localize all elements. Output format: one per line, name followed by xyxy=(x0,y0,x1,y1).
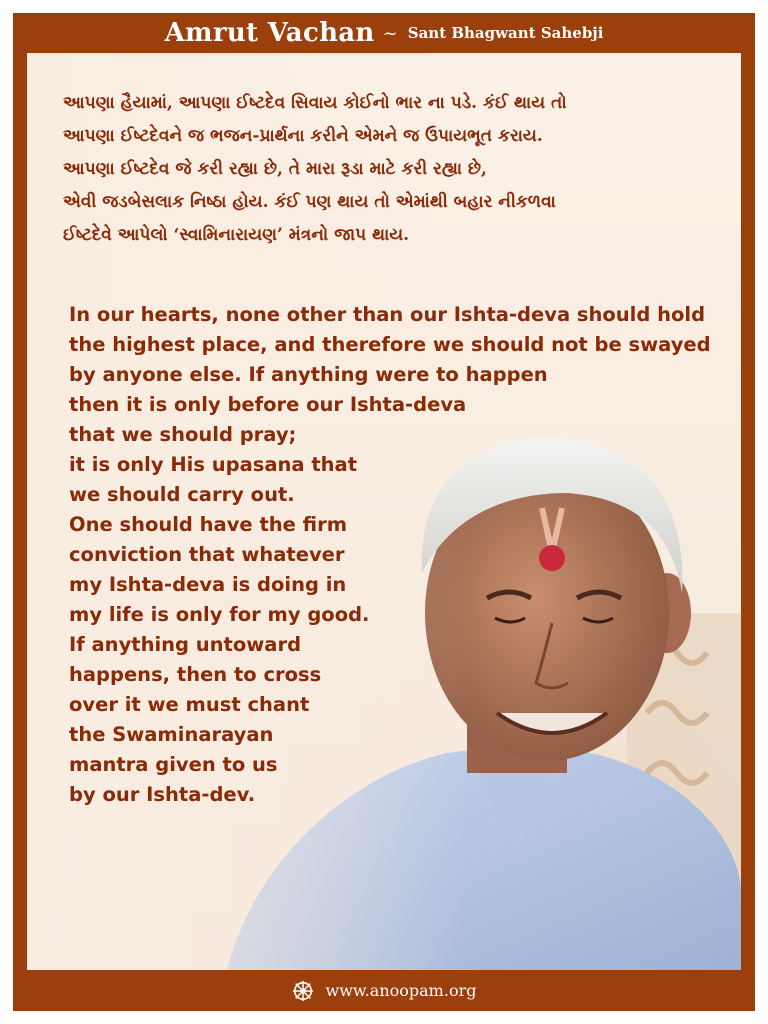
gujarati-quote xyxy=(63,87,723,252)
english-line: by our Ishta-dev. xyxy=(69,783,256,806)
english-line: by anyone else. If anything were to happen xyxy=(69,363,548,386)
english-line: One should have the firm xyxy=(69,513,348,536)
website-link[interactable]: www.anoopam.org xyxy=(325,981,477,1000)
english-line: If anything untoward xyxy=(69,633,302,656)
gujarati-line: આપણા હૈયામાં, આપણા ઈષ્ટદેવ સિવાય કોઈનો ભાર ના પડે. કંઈ થાય તો xyxy=(63,93,567,113)
english-quote xyxy=(69,300,711,810)
english-line: mantra given to us xyxy=(69,753,278,776)
gujarati-line: આપણા ઈષ્ટદેવને જ ભજન-પ્રાર્થના કરીને એમને જ ઉપાયભૂત કરાય. xyxy=(63,126,543,146)
english-line: then it is only before our Ishta-deva xyxy=(69,393,467,416)
english-line: conviction that whatever xyxy=(69,543,345,566)
english-line: my Ishta-deva is doing in xyxy=(69,573,347,596)
gujarati-line: આપણા ઈષ્ટદેવ જે કરી રહ્યા છે, તે મારા રૂડા માટે કરી રહ્યા છે, xyxy=(63,159,487,179)
content-panel xyxy=(27,53,741,970)
poster-frame xyxy=(13,13,755,1011)
english-line: In our hearts, none other than our Ishta-deva should hold xyxy=(69,303,706,326)
poster-subtitle: Sant Bhagwant Sahebji xyxy=(407,24,604,42)
title-separator: ~ xyxy=(382,22,398,44)
gujarati-line: એવી જડબેસલાક નિષ્ઠા હોય. કંઈ પણ થાય તો એમાંથી બહાર નીકળવા xyxy=(63,192,556,212)
english-line: over it we must chant xyxy=(69,693,310,716)
english-line: happens, then to cross xyxy=(69,663,322,686)
english-line: the highest place, and therefore we should not be swayed xyxy=(69,333,711,356)
poster-title: Amrut Vachan xyxy=(164,18,375,48)
dharma-wheel-icon xyxy=(292,980,314,1002)
footer-bar xyxy=(13,970,755,1011)
english-line: that we should pray; xyxy=(69,423,297,446)
english-line: we should carry out. xyxy=(69,483,295,506)
gujarati-line: ઈષ્ટદેવે આપેલો ‘સ્વામિનારાયણ’ મંત્રનો જાપ થાય. xyxy=(63,225,410,245)
header-bar xyxy=(13,13,755,53)
english-line: it is only His upasana that xyxy=(69,453,358,476)
english-line: the Swaminarayan xyxy=(69,723,274,746)
english-line: my life is only for my good. xyxy=(69,603,370,626)
